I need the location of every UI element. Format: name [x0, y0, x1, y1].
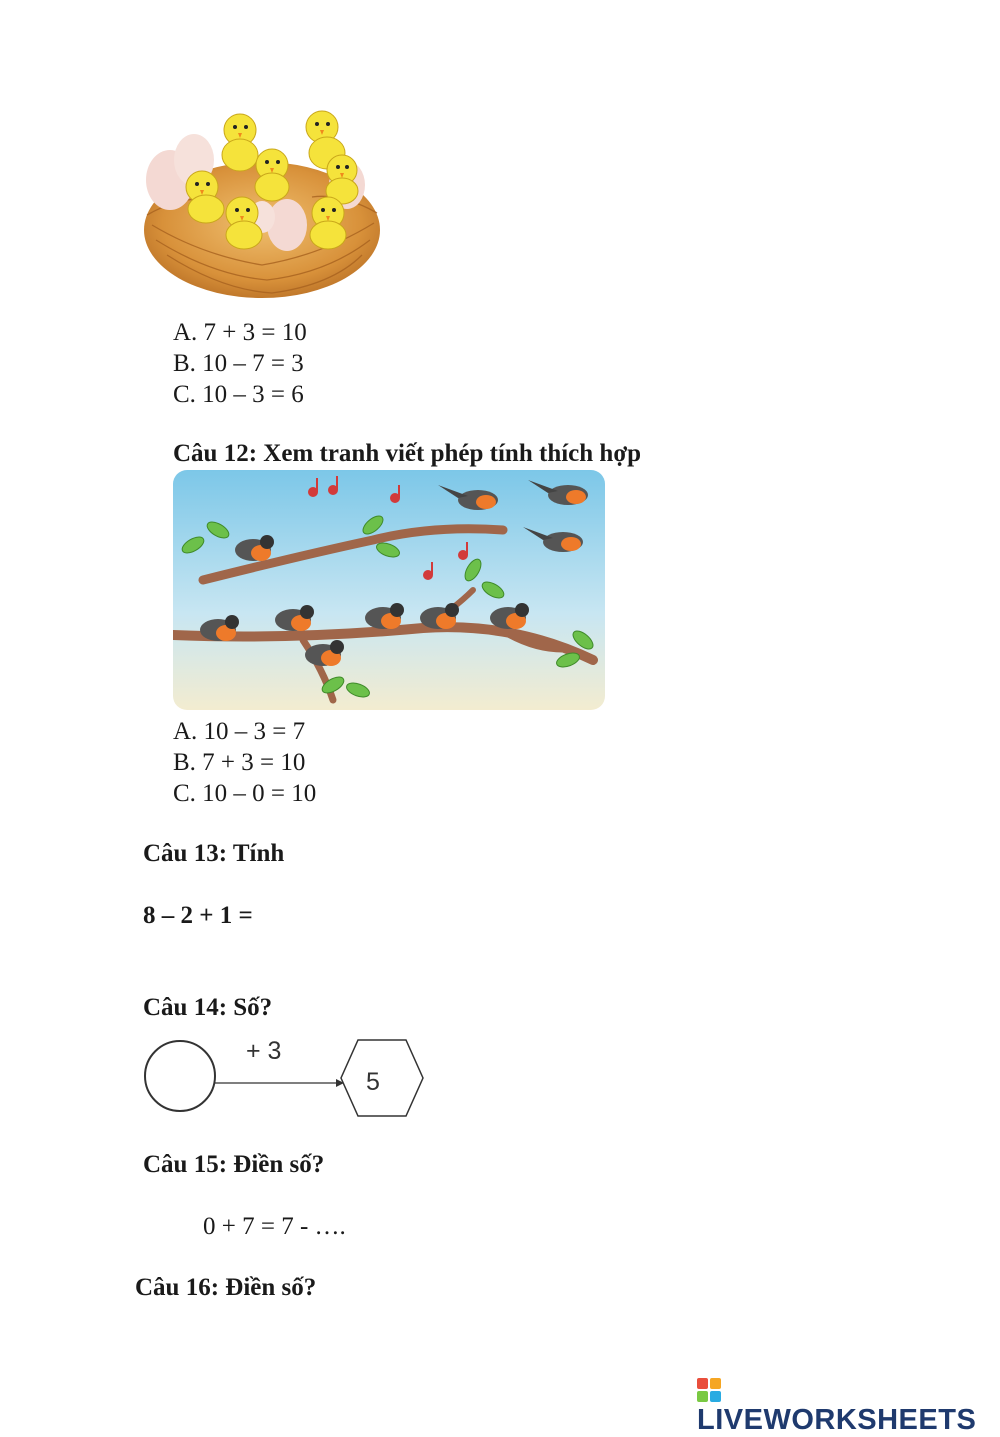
q11-option-a[interactable]: A. 7 + 3 = 10 [173, 319, 307, 346]
logo-text: LIVEWORKSHEETS [697, 1404, 977, 1436]
q14-title: Câu 14: Số? [143, 994, 273, 1021]
logo-block-4 [710, 1391, 721, 1402]
q14-result-hexagon [341, 1040, 423, 1116]
chicks-in-nest-image [142, 105, 387, 300]
q12-option-a[interactable]: A. 10 – 3 = 7 [173, 718, 306, 745]
q11-option-c[interactable]: C. 10 – 3 = 6 [173, 381, 304, 408]
q14-result-value: 5 [366, 1068, 380, 1096]
logo-block-2 [710, 1378, 721, 1389]
q16-title: Câu 16: Điền số? [135, 1274, 317, 1301]
q11-options [173, 317, 307, 410]
q11-option-b[interactable]: B. 10 – 7 = 3 [173, 350, 304, 377]
q12-title: Câu 12: Xem tranh viết phép tính thích hợp [173, 440, 642, 467]
logo-mark-icon [697, 1376, 721, 1404]
logo-block-3 [697, 1391, 708, 1402]
q14-answer-circle [145, 1041, 215, 1111]
q12-option-c[interactable]: C. 10 – 0 = 10 [173, 780, 317, 807]
q14-diagram [140, 1035, 430, 1120]
q12-options [173, 716, 316, 809]
q15-title: Câu 15: Điền số? [143, 1151, 325, 1178]
q12-option-b[interactable]: B. 7 + 3 = 10 [173, 749, 306, 776]
liveworksheets-logo[interactable] [697, 1376, 1000, 1437]
birds-on-branch-image [173, 470, 605, 710]
q13-expression: 8 – 2 + 1 = [143, 902, 253, 929]
q15-expression[interactable]: 0 + 7 = 7 - …. [203, 1213, 346, 1240]
logo-block-1 [697, 1378, 708, 1389]
q13-title: Câu 13: Tính [143, 840, 285, 867]
q14-operation-label: + 3 [246, 1037, 282, 1065]
